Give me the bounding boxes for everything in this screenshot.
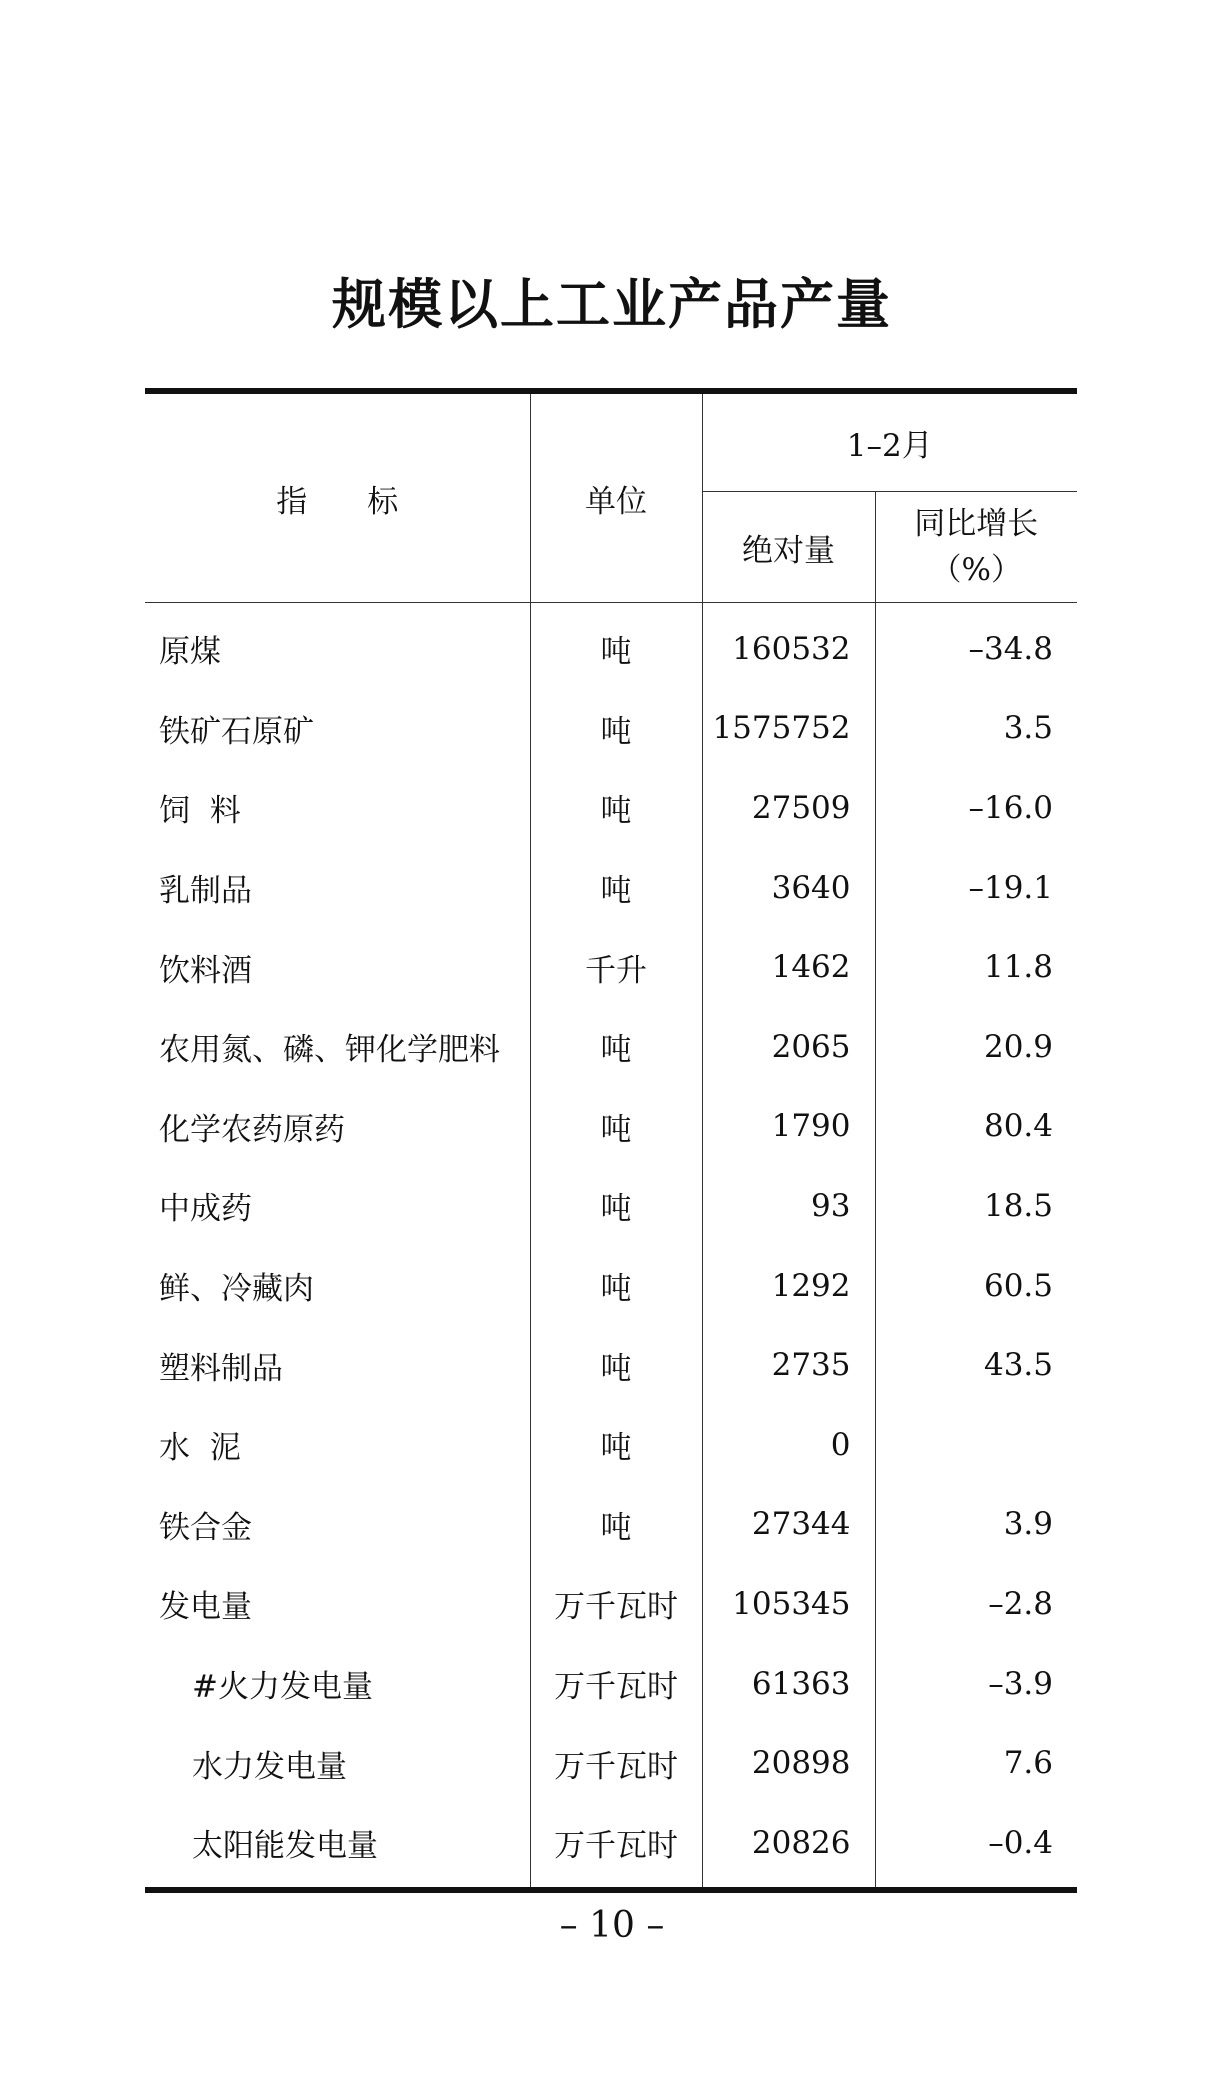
page-number: – 10 – <box>559 1905 665 1946</box>
row-yoy: 11.8 <box>983 949 1054 986</box>
table-row <box>145 1723 1077 1803</box>
row-yoy: 20.9 <box>983 1028 1054 1065</box>
row-absolute: 27344 <box>702 1485 875 1565</box>
row-yoy: –34.8 <box>968 630 1054 667</box>
row-unit: 吨 <box>530 1405 702 1485</box>
row-name: 化学农药原药 <box>159 1111 345 1148</box>
row-yoy: –2.8 <box>988 1585 1054 1622</box>
row-unit: 千升 <box>530 927 702 1007</box>
table-row <box>145 1644 1077 1724</box>
table-body <box>145 603 1077 1890</box>
row-unit: 吨 <box>530 1007 702 1087</box>
row-unit: 吨 <box>530 1485 702 1565</box>
table-row <box>145 1166 1077 1246</box>
header-unit: 单位 <box>530 391 702 603</box>
row-unit: 万千瓦时 <box>530 1644 702 1724</box>
row-yoy <box>875 1405 1077 1485</box>
row-absolute: 2735 <box>702 1325 875 1405</box>
row-absolute: 27509 <box>702 768 875 848</box>
row-name: 农用氮、磷、钾化学肥料 <box>159 1032 500 1069</box>
row-unit: 吨 <box>530 1325 702 1405</box>
row-yoy: 43.5 <box>983 1347 1054 1384</box>
table-row <box>145 689 1077 769</box>
row-unit: 万千瓦时 <box>530 1803 702 1890</box>
table-row <box>145 1485 1077 1565</box>
row-yoy: 80.4 <box>983 1108 1054 1145</box>
production-table <box>145 388 1077 1893</box>
row-absolute: 20898 <box>702 1723 875 1803</box>
table-row <box>145 848 1077 928</box>
row-unit: 万千瓦时 <box>530 1564 702 1644</box>
row-yoy: 60.5 <box>983 1267 1054 1304</box>
header-yoy-line2: （%） <box>930 552 1022 589</box>
row-name: 铁合金 <box>159 1509 252 1546</box>
production-table-container <box>145 388 1077 1893</box>
table-row <box>145 1007 1077 1087</box>
row-name: 太阳能发电量 <box>145 1803 530 1890</box>
row-yoy: –16.0 <box>968 789 1054 826</box>
row-name: 发电量 <box>159 1589 252 1626</box>
row-yoy: –3.9 <box>988 1665 1054 1702</box>
row-yoy: –0.4 <box>875 1803 1077 1890</box>
row-name: 铁矿石原矿 <box>159 713 314 750</box>
table-row <box>145 1087 1077 1167</box>
row-absolute: 93 <box>702 1166 875 1246</box>
row-unit: 吨 <box>530 1246 702 1326</box>
row-unit: 吨 <box>530 768 702 848</box>
row-absolute: 105345 <box>702 1564 875 1644</box>
row-absolute: 1292 <box>702 1246 875 1326</box>
row-absolute: 160532 <box>702 603 875 689</box>
row-absolute: 3640 <box>702 848 875 928</box>
header-period: 1–2月 <box>702 391 1077 492</box>
page-title: 规模以上工业产品产量 <box>332 273 892 336</box>
row-yoy: 7.6 <box>1003 1745 1054 1782</box>
row-name: 饮料酒 <box>159 952 252 989</box>
table-row <box>145 768 1077 848</box>
row-unit: 吨 <box>530 1087 702 1167</box>
row-unit: 万千瓦时 <box>530 1723 702 1803</box>
row-absolute: 1575752 <box>702 689 875 769</box>
row-unit: 吨 <box>530 603 702 689</box>
row-name: 水力发电量 <box>192 1748 347 1785</box>
table-row <box>145 1325 1077 1405</box>
row-name: 乳制品 <box>159 873 252 910</box>
table-row <box>145 1803 1077 1890</box>
header-indicator-label: 指标 <box>276 483 459 520</box>
row-name: 饲 料 <box>159 793 241 830</box>
header-absolute: 绝对量 <box>702 492 875 603</box>
row-name: #火力发电量 <box>192 1669 373 1706</box>
row-unit: 吨 <box>530 1166 702 1246</box>
table-header <box>145 391 1077 603</box>
table-row <box>145 927 1077 1007</box>
row-yoy: 3.9 <box>1003 1506 1054 1543</box>
row-name: 鲜、冷藏肉 <box>159 1271 314 1308</box>
row-yoy: 3.5 <box>1003 710 1054 747</box>
row-absolute: 2065 <box>702 1007 875 1087</box>
row-absolute: 0 <box>702 1405 875 1485</box>
row-name: 塑料制品 <box>159 1350 283 1387</box>
table-row <box>145 1564 1077 1644</box>
table-row <box>145 1246 1077 1326</box>
row-absolute: 61363 <box>702 1644 875 1724</box>
row-absolute: 20826 <box>702 1803 875 1890</box>
row-name: 中成药 <box>159 1191 252 1228</box>
table-row <box>145 1405 1077 1485</box>
row-name: 原煤 <box>159 634 221 671</box>
row-yoy: 18.5 <box>983 1187 1054 1224</box>
row-absolute: 1790 <box>702 1087 875 1167</box>
header-yoy <box>875 492 1077 603</box>
header-yoy-line1: 同比增长 <box>914 506 1039 543</box>
row-unit: 吨 <box>530 848 702 928</box>
row-yoy: –19.1 <box>968 869 1054 906</box>
row-name: 水 泥 <box>159 1430 241 1467</box>
header-indicator <box>145 391 530 603</box>
row-absolute: 1462 <box>702 927 875 1007</box>
table-row <box>145 603 1077 689</box>
row-unit: 吨 <box>530 689 702 769</box>
